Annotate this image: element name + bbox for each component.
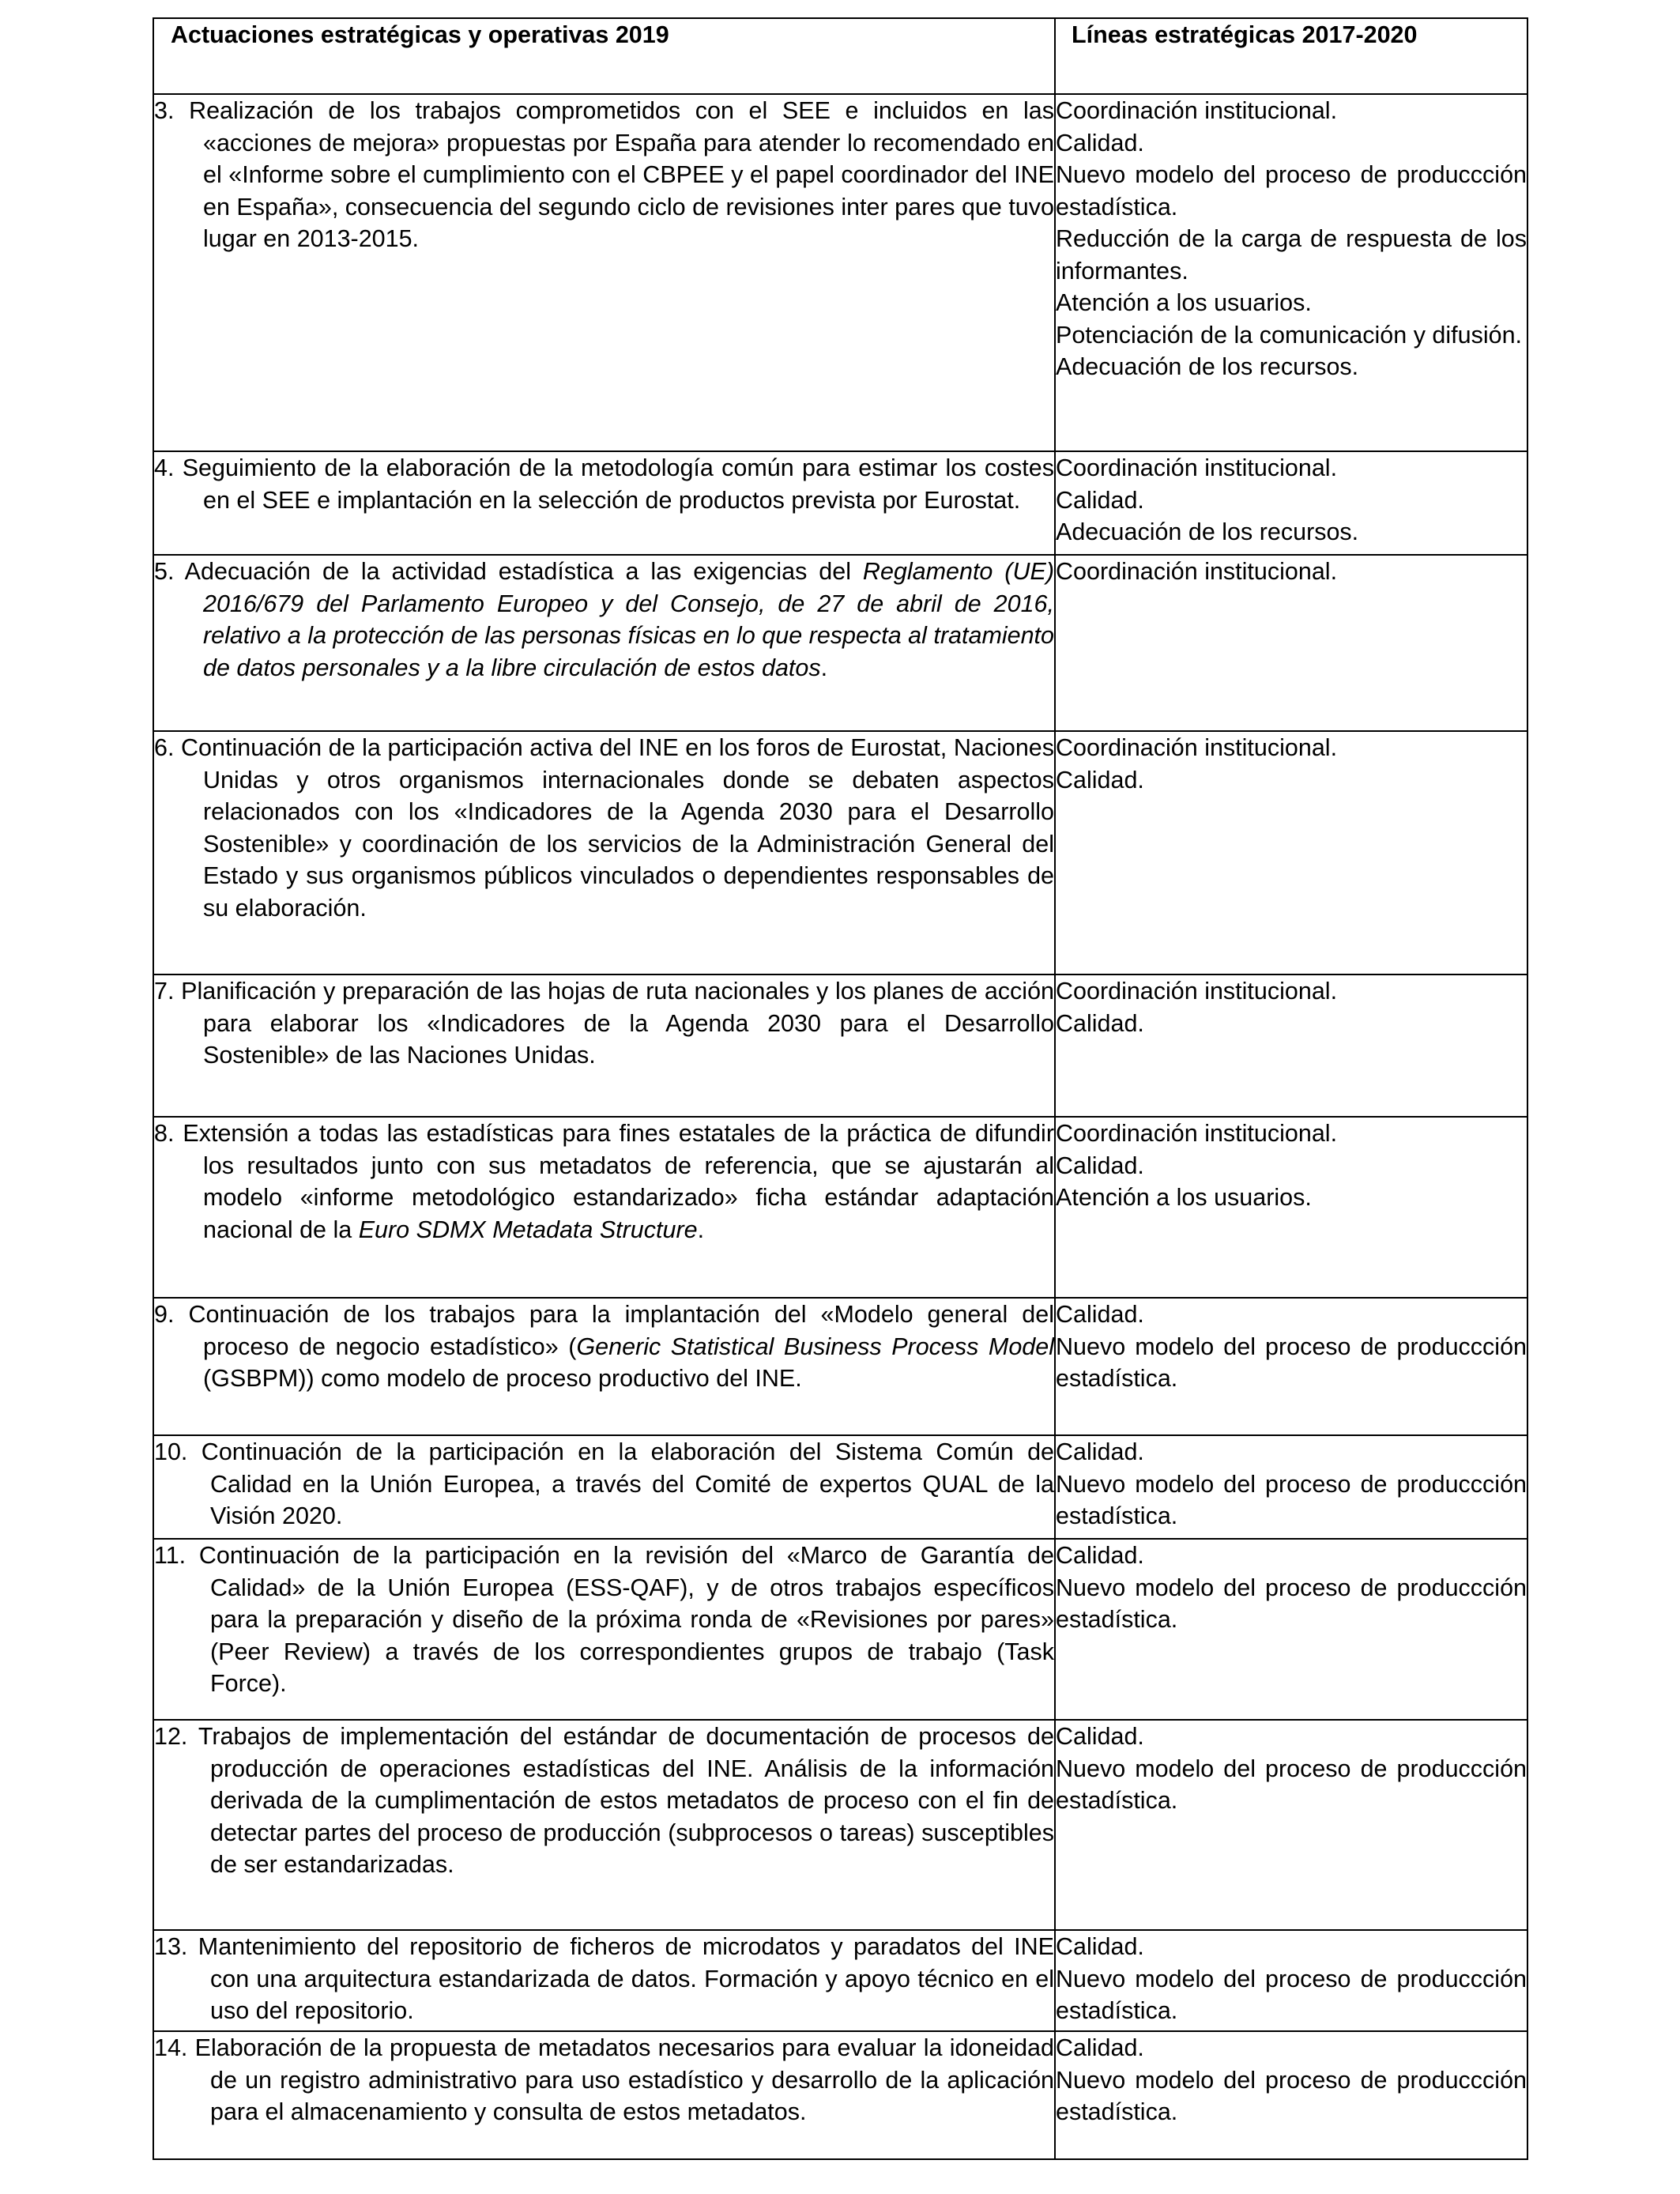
action-description: Realización de los trabajos comprometidos con el SEE e incluidos en las «acciones de mejora» propuestas por España para atender lo recomendado en el «Informe sobre el cumplimiento con el CBPEE y el papel coordinador del INE en España», consecuencia del segundo ciclo de revisiones inter pares que tuvo lugar en 2013-2015. [189, 97, 1054, 252]
action-description-end: (GSBPM)) como modelo de proceso productivo del INE. [203, 1365, 802, 1392]
table-row [153, 1930, 1527, 2031]
strategic-lines-cell [1055, 1539, 1527, 1720]
strategic-line: Nuevo modelo del proceso de produccción estadística. [1056, 2066, 1527, 2125]
strategic-line: Coordinación institucional. [1056, 558, 1338, 585]
strategic-lines-cell [1055, 1930, 1527, 2031]
action-description: Continuación de la participación en la elaboración del Sistema Común de Calidad en la Unión Europea, a través del Comité de expertos QUAL de la Visión 2020. [201, 1438, 1054, 1529]
action-number: 11. [154, 1542, 186, 1569]
action-number: 7. [154, 978, 175, 1005]
action-text [154, 95, 1054, 255]
action-text [154, 1299, 1054, 1395]
strategic-line: Nuevo modelo del proceso de produccción estadística. [1056, 1755, 1527, 1814]
action-cell [153, 2031, 1055, 2159]
strategic-line: Coordinación institucional. [1056, 97, 1338, 124]
action-number: 9. [154, 1301, 175, 1328]
action-cell [153, 1720, 1055, 1930]
action-number: 6. [154, 734, 175, 761]
strategic-line: Reducción de la carga de respuesta de los informantes. [1056, 225, 1527, 285]
action-cell [153, 1539, 1055, 1720]
strategic-line: Nuevo modelo del proceso de produccción estadística. [1056, 161, 1527, 221]
strategic-line: Calidad. [1056, 1301, 1144, 1328]
action-description: Continuación de la participación activa del INE en los foros de Eurostat, Naciones Unidas y otros organismos internacionales donde se debaten aspectos relacionados con los «Indicadores de la Agenda 2030 para el Desarrollo Sostenible» y coordinación de los servicios de la Administración General del Estado y sus organismos públicos vinculados o dependientes responsables de su elaboración. [181, 734, 1054, 922]
strategic-line: Calidad. [1056, 1438, 1144, 1465]
action-text [154, 556, 1054, 684]
action-text [154, 732, 1054, 924]
strategic-lines-cell [1055, 1720, 1527, 1930]
strategic-line: Calidad. [1056, 129, 1144, 156]
action-text [154, 1721, 1054, 1881]
action-cell [153, 974, 1055, 1117]
action-description-end: . [697, 1216, 705, 1243]
action-cell [153, 555, 1055, 731]
table-row [153, 94, 1527, 451]
action-number: 3. [154, 97, 175, 124]
table-row [153, 974, 1527, 1117]
strategic-line: Adecuación de los recursos. [1056, 518, 1359, 545]
action-description-italic: Euro SDMX Metadata Structure [358, 1216, 698, 1243]
action-text [154, 975, 1054, 1072]
strategic-line: Atención a los usuarios. [1056, 289, 1312, 316]
action-text [154, 1118, 1054, 1246]
action-description: Elaboración de la propuesta de metadatos necesarios para evaluar la idoneidad de un registro administrativo para uso estadístico y desarrollo de la aplicación para el almacenamiento y consulta de estos metadatos. [194, 2034, 1054, 2125]
table-row [153, 1298, 1527, 1435]
table-row [153, 2031, 1527, 2159]
strategic-line: Nuevo modelo del proceso de produccción estadística. [1056, 1965, 1527, 2024]
action-description: Adecuación de la actividad estadística a las exigencias del [184, 558, 863, 585]
strategic-lines-cell [1055, 1435, 1527, 1539]
action-cell [153, 731, 1055, 974]
strategic-line: Calidad. [1056, 1933, 1144, 1960]
table-row [153, 1435, 1527, 1539]
table-row [153, 451, 1527, 555]
strategic-line: Coordinación institucional. [1056, 454, 1338, 481]
action-number: 14. [154, 2034, 188, 2061]
action-text [154, 1436, 1054, 1532]
action-cell [153, 1298, 1055, 1435]
action-text [154, 1931, 1054, 2027]
table-row [153, 1720, 1527, 1930]
strategic-line: Atención a los usuarios. [1056, 1184, 1312, 1211]
action-description: Continuación de los trabajos para la implantación del «Modelo general del proceso de negocio estadístico» ( [188, 1301, 1054, 1360]
action-description: Continuación de la participación en la revisión del «Marco de Garantía de Calidad» de la Unión Europea (ESS-QAF), y de otros trabajos específicos para la preparación y diseño de la próxima ronda de «Revisiones por pares» (Peer Review) a través de los correspondientes grupos de trabajo (Task Force). [198, 1542, 1054, 1697]
table-header-row [153, 18, 1527, 94]
action-cell [153, 94, 1055, 451]
action-number: 10. [154, 1438, 188, 1465]
strategic-lines-cell [1055, 1117, 1527, 1298]
table-row [153, 1539, 1527, 1720]
strategic-line: Calidad. [1056, 1152, 1144, 1179]
table-row [153, 1117, 1527, 1298]
strategic-actions-table [153, 17, 1528, 2160]
strategic-line: Coordinación institucional. [1056, 1120, 1338, 1147]
strategic-line: Calidad. [1056, 1542, 1144, 1569]
strategic-line: Coordinación institucional. [1056, 734, 1338, 761]
table-row [153, 731, 1527, 974]
strategic-line: Adecuación de los recursos. [1056, 353, 1359, 380]
strategic-line: Calidad. [1056, 1723, 1144, 1750]
strategic-lines-cell [1055, 94, 1527, 451]
action-text [154, 452, 1054, 516]
strategic-line: Nuevo modelo del proceso de produccción estadística. [1056, 1574, 1527, 1633]
strategic-line: Calidad. [1056, 766, 1144, 794]
strategic-line: Nuevo modelo del proceso de produccción estadística. [1056, 1333, 1527, 1392]
action-cell [153, 1435, 1055, 1539]
action-description: Mantenimiento del repositorio de ficheros de microdatos y paradatos del INE con una arquitectura estandarizada de datos. Formación y apoyo técnico en el uso del repositorio. [198, 1933, 1055, 2024]
action-description-end: . [820, 654, 828, 681]
action-cell [153, 1117, 1055, 1298]
action-description: Planificación y preparación de las hojas de ruta nacionales y los planes de acción para elaborar los «Indicadores de la Agenda 2030 para el Desarrollo Sostenible» de las Naciones Unidas. [181, 978, 1054, 1069]
action-description-italic: Generic Statistical Business Process Model [576, 1333, 1054, 1360]
strategic-line: Calidad. [1056, 2034, 1144, 2061]
strategic-lines-cell [1055, 1298, 1527, 1435]
action-cell [153, 451, 1055, 555]
strategic-line: Calidad. [1056, 486, 1144, 514]
action-number: 4. [154, 454, 175, 481]
strategic-lines-cell [1055, 974, 1527, 1117]
action-number: 13. [154, 1933, 188, 1960]
table-row [153, 555, 1527, 731]
action-description: Trabajos de implementación del estándar de documentación de procesos de producción de operaciones estadísticas del INE. Análisis de la información derivada de la cumplimentación de estos metadatos de proceso con el fin de detectar partes del proceso de producción (subprocesos o tareas) susceptibles de ser estandarizadas. [198, 1723, 1054, 1878]
table-body [153, 94, 1527, 2159]
strategic-line: Coordinación institucional. [1056, 978, 1338, 1005]
strategic-lines-cell [1055, 555, 1527, 731]
strategic-line: Calidad. [1056, 1009, 1144, 1037]
action-text [154, 2032, 1054, 2128]
action-description-italic: Reglamento (UE) 2016/679 del Parlamento Europeo y del Consejo, de 27 de abril de 2016, relativo a la protección de las personas físicas en lo que respecta al tratamiento de datos personales y a la libre circulación de estos datos [203, 558, 1054, 681]
strategic-line: Nuevo modelo del proceso de produccción estadística. [1056, 1470, 1527, 1529]
action-text [154, 1540, 1054, 1700]
action-number: 5. [154, 558, 175, 585]
strategic-lines-cell [1055, 731, 1527, 974]
strategic-line: Potenciación de la comunicación y difusión. [1056, 321, 1523, 349]
action-cell [153, 1930, 1055, 2031]
action-description: Extensión a todas las estadísticas para fines estatales de la práctica de difundir los resultados junto con sus metadatos de referencia, que se ajustarán al modelo «informe metodológico estandarizado» ficha estándar adaptación nacional de la [183, 1120, 1054, 1243]
action-number: 12. [154, 1723, 188, 1750]
header-actions: Actuaciones estratégicas y operativas 2019 [153, 18, 1055, 94]
action-number: 8. [154, 1120, 175, 1147]
action-description: Seguimiento de la elaboración de la metodología común para estimar los costes en el SEE e implantación en la selección de productos prevista por Eurostat. [182, 454, 1054, 514]
strategic-lines-cell [1055, 2031, 1527, 2159]
strategic-lines-cell [1055, 451, 1527, 555]
header-strategic-lines: Líneas estratégicas 2017-2020 [1055, 18, 1527, 94]
